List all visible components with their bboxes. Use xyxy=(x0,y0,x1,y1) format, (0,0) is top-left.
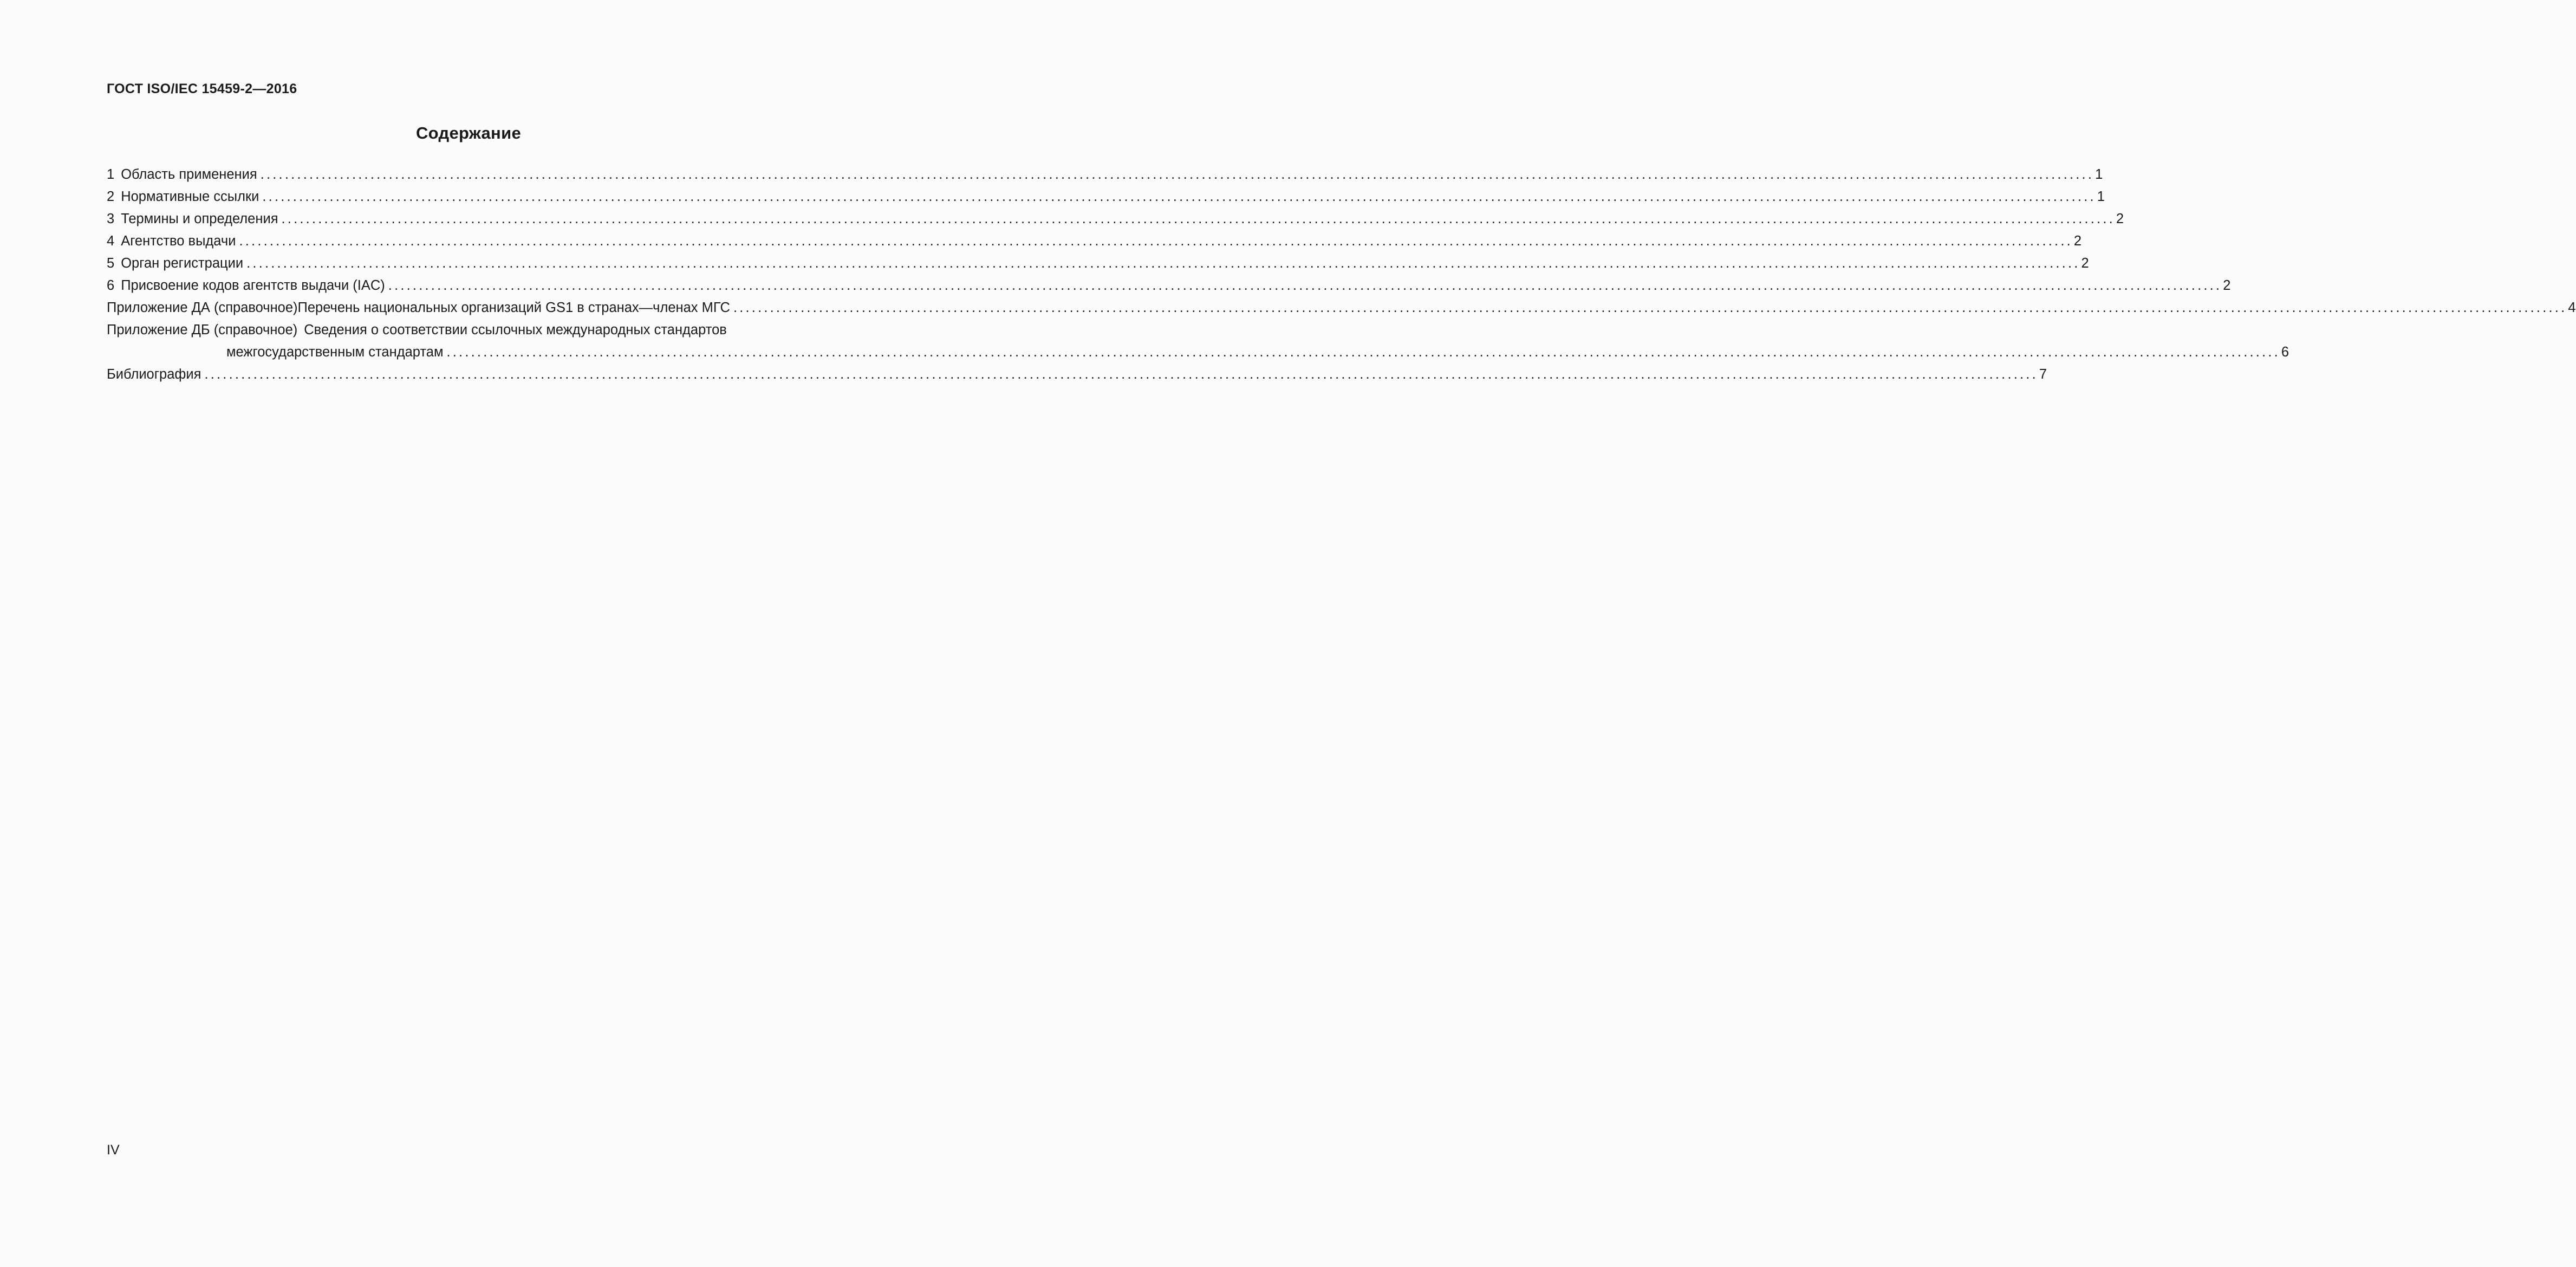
toc-leader-dots: ............................................................................................................................................................................................................................................................................................................ xyxy=(446,345,2280,360)
toc-entry-number: 5 xyxy=(107,256,115,271)
toc-appendix-b-continued[interactable] xyxy=(107,341,2289,363)
toc-entry-number: 3 xyxy=(107,211,115,226)
toc-bibliography-title: Библиография xyxy=(107,367,201,382)
toc-entry-page: 2 xyxy=(2116,211,2124,226)
toc-entry[interactable] xyxy=(107,275,2231,297)
toc-entry-page: 2 xyxy=(2081,256,2089,271)
toc-entry-page: 1 xyxy=(2097,189,2105,204)
page-number: IV xyxy=(107,1142,120,1158)
toc-entry-number: 4 xyxy=(107,233,115,249)
toc-appendix-page: 6 xyxy=(2281,345,2289,360)
table-of-contents xyxy=(107,164,2576,386)
toc-entry-title: Присвоение кодов агентств выдачи (IAC) xyxy=(121,278,385,293)
toc-entry[interactable] xyxy=(107,252,2089,275)
toc-entry[interactable] xyxy=(107,230,2082,252)
toc-entry[interactable] xyxy=(107,208,2124,230)
toc-entry-page: 1 xyxy=(2095,167,2103,182)
toc-entry-title: Нормативные ссылки xyxy=(121,189,259,204)
toc-leader-dots: ............................................................................................................................................................................................................................................................................................................ xyxy=(239,233,2073,249)
toc-leader-dots: ............................................................................................................................................................................................................................................................................................................ xyxy=(246,256,2080,271)
toc-entry-page: 2 xyxy=(2223,278,2231,293)
toc-leader-dots: ............................................................................................................................................................................................................................................................................................................ xyxy=(204,367,2038,382)
toc-entry-number: 6 xyxy=(107,278,115,293)
toc-entry-title: Термины и определения xyxy=(121,211,278,226)
toc-appendix-title: Перечень национальных организаций GS1 в странах—членах МГС xyxy=(297,300,730,315)
toc-appendix-a[interactable] xyxy=(107,297,2576,319)
toc-bibliography[interactable] xyxy=(107,363,2047,386)
toc-appendix-title: Сведения о соответствии ссылочных международных стандартов xyxy=(304,322,727,337)
toc-title: Содержание xyxy=(416,124,521,142)
toc-leader-dots: ............................................................................................................................................................................................................................................................................................................ xyxy=(388,278,2222,293)
toc-leader-dots: ............................................................................................................................................................................................................................................................................................................ xyxy=(281,211,2115,226)
toc-entry[interactable] xyxy=(107,186,2105,208)
toc-bibliography-page: 7 xyxy=(2039,367,2047,382)
toc-entry-number: 1 xyxy=(107,167,115,182)
document-code-header: ГОСТ ISO/IEC 15459-2—2016 xyxy=(107,81,297,96)
toc-leader-dots: ............................................................................................................................................................................................................................................................................................................ xyxy=(262,189,2096,204)
toc-appendix-title-continued: межгосударственным стандартам xyxy=(226,345,444,360)
toc-appendix-label: Приложение ДА (справочное) xyxy=(107,300,298,315)
toc-appendix-b[interactable] xyxy=(107,319,831,341)
toc-entry-number: 2 xyxy=(107,189,115,204)
toc-entry-page: 2 xyxy=(2073,233,2082,249)
toc-entry-title: Агентство выдачи xyxy=(121,233,236,249)
toc-leader-dots: ............................................................................................................................................................................................................................................................................................................ xyxy=(260,167,2094,182)
toc-entry-title: Орган регистрации xyxy=(121,256,244,271)
toc-leader-dots: ............................................................................................................................................................................................................................................................................................................ xyxy=(733,300,2567,315)
toc-appendix-page: 4 xyxy=(2568,300,2576,315)
toc-entry-title: Область применения xyxy=(121,167,257,182)
toc-appendix-label: Приложение ДБ (справочное) xyxy=(107,322,298,337)
toc-entry[interactable] xyxy=(107,164,2103,186)
